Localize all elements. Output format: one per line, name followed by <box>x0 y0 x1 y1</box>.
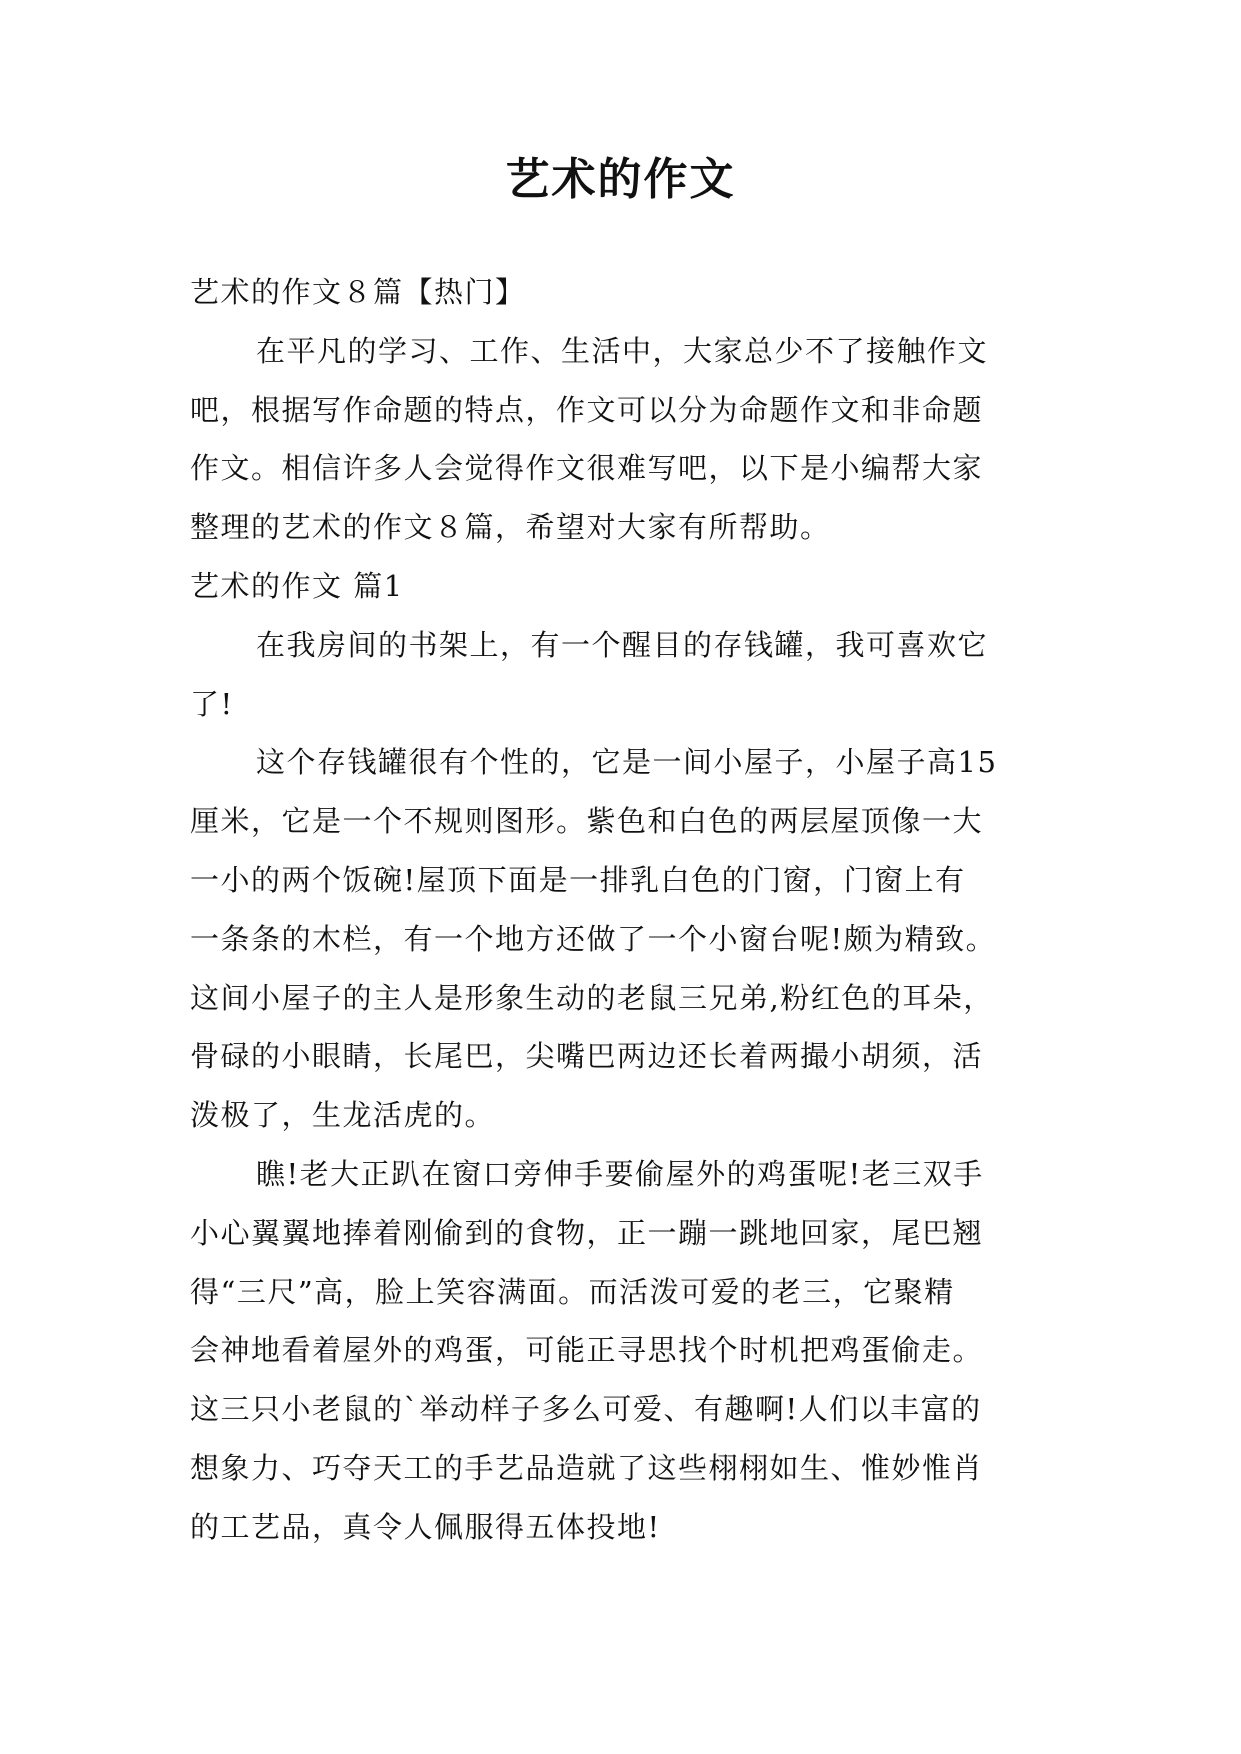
text-line: 一条条的木栏，有一个地方还做了一个小窗台呢!颇为精致。 <box>190 921 997 956</box>
text-line: 吧，根据写作命题的特点，作文可以分为命题作文和非命题 <box>190 392 984 427</box>
text-line: 想象力、巧夺天工的手艺品造就了这些栩栩如生、惟妙惟肖 <box>190 1450 984 1485</box>
text-line: 这三只小老鼠的`举动样子多么可爱、有趣啊!人们以丰富的 <box>190 1392 982 1427</box>
text-line: 这间小屋子的主人是形象生动的老鼠三兄弟,粉红色的耳朵， <box>190 980 994 1015</box>
paragraph-first-line: 在平凡的学习、工作、生活中，大家总少不了接触作文 <box>256 333 989 368</box>
page-title: 艺术的作文 <box>505 154 736 205</box>
text-line: 泼极了，生龙活虎的。 <box>190 1098 496 1133</box>
essay-body <box>190 263 1052 1557</box>
text-line: 艺术的作文 篇1 <box>190 568 404 603</box>
text-line: 厘米，它是一个不规则图形。紫色和白色的两层屋顶像一大 <box>190 804 984 839</box>
text-line: 骨碌的小眼睛，长尾巴，尖嘴巴两边还长着两撮小胡须，活 <box>190 1039 984 1074</box>
text-line: 的工艺品，真令人佩服得五体投地! <box>190 1509 661 1544</box>
paragraph-first-line: 瞧!老大正趴在窗口旁伸手要偷屋外的鸡蛋呢!老三双手 <box>256 1156 984 1191</box>
text-line: 了! <box>190 686 234 721</box>
text-line: 作文。相信许多人会觉得作文很难写吧，以下是小编帮大家 <box>190 451 984 486</box>
text-line: 得“三尺”高，脸上笑容满面。而活泼可爱的老三，它聚精 <box>190 1274 955 1309</box>
text-line: 艺术的作文８篇【热门】 <box>190 275 526 309</box>
paragraph-first-line: 这个存钱罐很有个性的，它是一间小屋子，小屋子高15 <box>256 745 998 780</box>
text-line: 整理的艺术的作文８篇，希望对大家有所帮助。 <box>190 510 831 545</box>
paragraph-first-line: 在我房间的书架上，有一个醒目的存钱罐，我可喜欢它 <box>256 627 989 662</box>
text-line: 一小的两个饭碗!屋顶下面是一排乳白色的门窗，门窗上有 <box>190 862 966 897</box>
text-line: 小心翼翼地捧着刚偷到的食物，正一蹦一跳地回家，尾巴翘 <box>190 1215 984 1250</box>
text-line: 会神地看着屋外的鸡蛋，可能正寻思找个时机把鸡蛋偷走。 <box>190 1333 984 1368</box>
